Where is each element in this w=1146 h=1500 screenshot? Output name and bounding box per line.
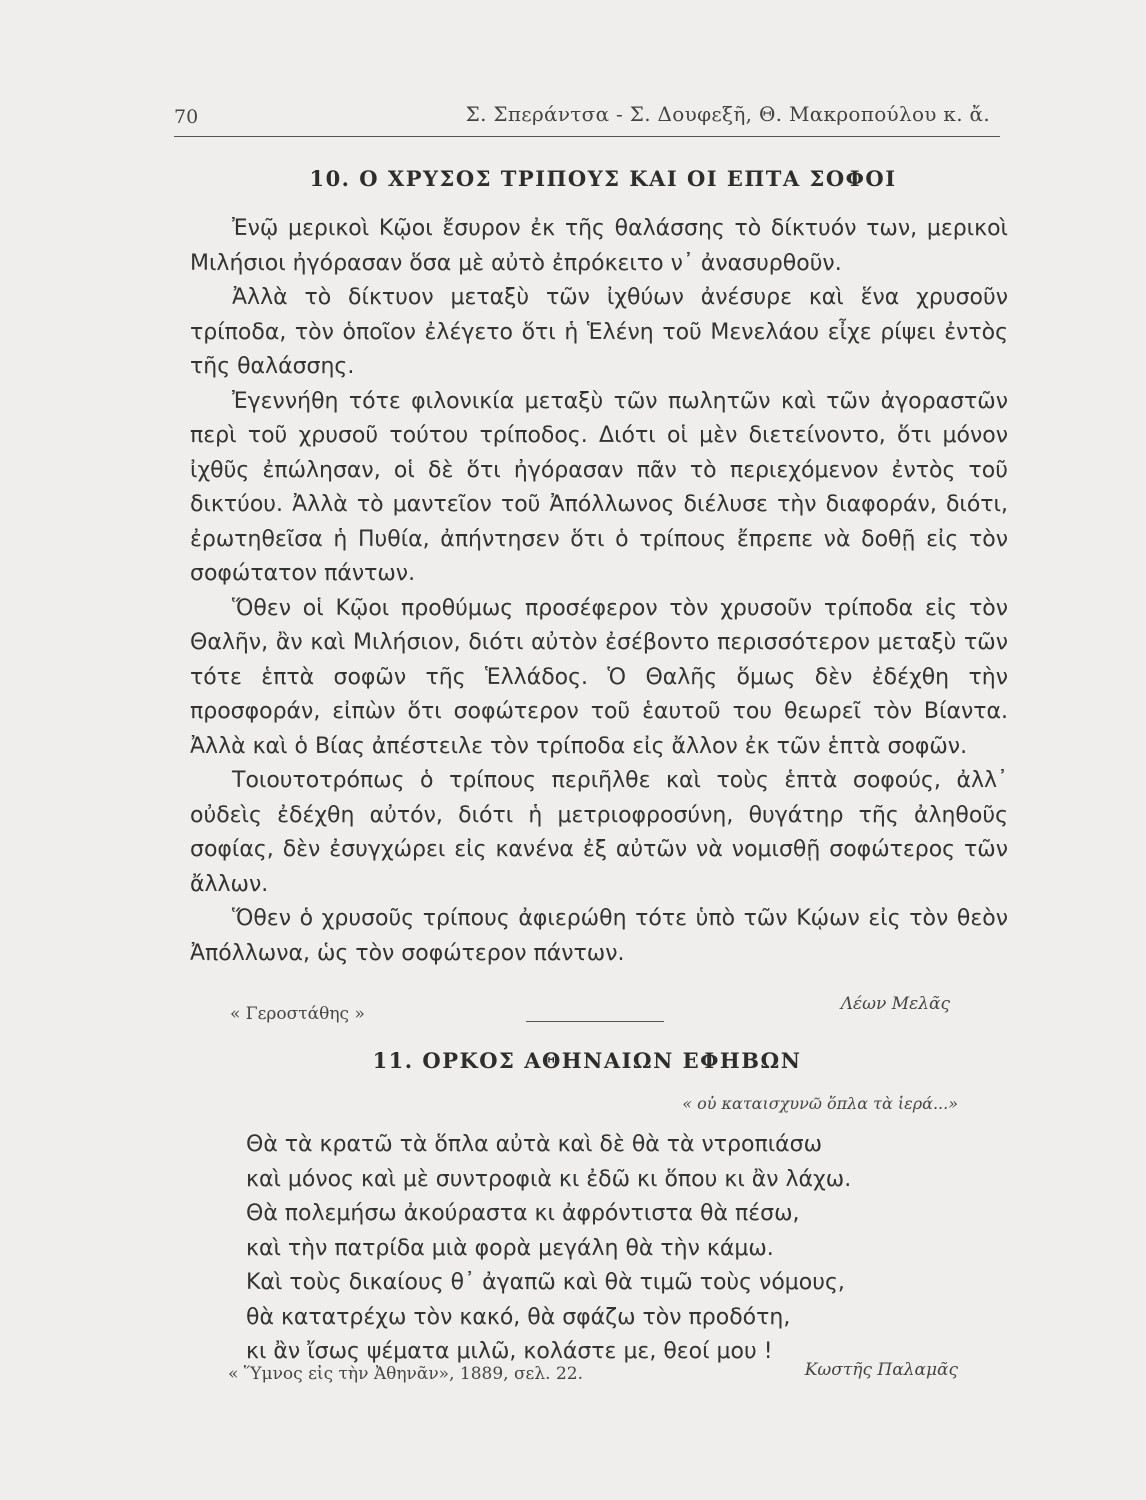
running-head: Σ. Σπεράντσα - Σ. Δουφεξῆ, Θ. Μακροπούλου κ. ἄ. xyxy=(465,102,990,126)
verse-line: Θὰ τὰ κρατῶ τὰ ὅπλα αὐτὰ καὶ δὲ θὰ τὰ ντροπιάσω xyxy=(246,1132,823,1157)
poem xyxy=(246,1128,986,1370)
paragraph: Ἐνῷ μερικοὶ Κῷοι ἔσυρον ἐκ τῆς θαλάσσης τὸ δίκτυόν των, μερικοὶ Μιλήσιοι ἠγόρασαν ὅσα μὲ αὐτὸ ἐπρόκειτο ν᾽ ἀνασυρθοῦν. xyxy=(190,216,1008,276)
story-text xyxy=(190,212,1008,971)
page-number: 70 xyxy=(174,106,199,128)
verse-line: κι ἂν ἴσως ψέματα μιλῶ, κολάστε με, θεοί μου ! xyxy=(246,1339,773,1364)
poem-source: « Ὕμνος εἰς τὴν Ἀθηνᾶν», 1889, σελ. 22. xyxy=(228,1364,583,1384)
source-citation: « Γεροστάθης » xyxy=(230,1004,365,1024)
section-title-10: 10. Ο ΧΡΥΣΟΣ ΤΡΙΠΟΥΣ ΚΑΙ ΟΙ ΕΠΤΑ ΣΟΦΟΙ xyxy=(309,166,897,191)
verse-line: Καὶ τοὺς δικαίους θ᾽ ἀγαπῶ καὶ θὰ τιμῶ τοὺς νόμους, xyxy=(246,1270,845,1295)
paragraph: Τοιουτοτρόπως ὁ τρίπους περιῆλθε καὶ τοὺς ἑπτὰ σοφούς, ἀλλ᾽ οὐδεὶς ἐδέχθη αὐτόν, διότι ἡ μετριοφροσύνη, θυγάτηρ τῆς ἀληθοῦς σοφίας, δὲν ἐσυγχώρει εἰς κανένα ἐξ αὐτῶν νὰ νομισθῇ σοφώτερος τῶν ἄλλων. xyxy=(190,768,1008,897)
verse-line: Θὰ πολεμήσω ἀκούραστα κι ἀφρόντιστα θὰ πέσω, xyxy=(246,1201,800,1226)
verse-line: καὶ μόνος καὶ μὲ συντροφιὰ κι ἐδῶ κι ὅπου κι ἂν λάχω. xyxy=(246,1166,852,1192)
verse-line: θὰ κατατρέχω τὸν κακό, θὰ σφάζω τὸν προδότη, xyxy=(246,1304,791,1330)
poem-author: Κωστῆς Παλαμᾶς xyxy=(804,1360,958,1380)
epigraph: « οὐ καταισχυνῶ ὅπλα τὰ ἱερά...» xyxy=(682,1094,958,1113)
paragraph: Ἀλλὰ τὸ δίκτυον μεταξὺ τῶν ἰχθύων ἀνέσυρε καὶ ἕνα χρυσοῦν τρίποδα, τὸν ὁποῖον ἐλέγετο ὅτι ἡ Ἑλένη τοῦ Μενελάου εἶχε ρίψει ἐντὸς τῆς θαλάσσης. xyxy=(190,285,1008,379)
verse-line: καὶ τὴν πατρίδα μιὰ φορὰ μεγάλη θὰ τὴν κάμω. xyxy=(246,1235,774,1261)
paragraph: Ὅθεν οἱ Κῷοι προθύμως προσέφερον τὸν χρυσοῦν τρίποδα εἰς τὸν Θαλῆν, ἂν καὶ Μιλήσιον, διότι αὐτὸν ἐσέβοντο περισσότερον μεταξὺ τῶν τότε ἑπτὰ σοφῶν τῆς Ἑλλάδος. Ὁ Θαλῆς ὅμως δὲν ἐδέχθη τὴν προσφοράν, εἰπὼν ὅτι σοφώτερον τοῦ ἑαυτοῦ του θεωρεῖ τὸν Βίαντα. Ἀλλὰ καὶ ὁ Βίας ἀπέστειλε τὸν τρίποδα εἰς ἄλλον ἐκ τῶν ἑπτὰ σοφῶν. xyxy=(190,595,1008,759)
section-title-11: 11. ΟΡΚΟΣ ΑΘΗΝΑΙΩΝ ΕΦΗΒΩΝ xyxy=(372,1048,802,1073)
author-signature: Λέων Μελᾶς xyxy=(840,994,950,1014)
page-header xyxy=(174,96,1000,137)
paragraph: Ὅθεν ὁ χρυσοῦς τρίπους ἀφιερώθη τότε ὑπὸ τῶν Κῴων εἰς τὸν θεὸν Ἀπόλλωνα, ὡς τὸν σοφώτερον πάντων. xyxy=(190,906,1008,966)
paragraph: Ἐγεννήθη τότε φιλονικία μεταξὺ τῶν πωλητῶν καὶ τῶν ἀγοραστῶν περὶ τοῦ χρυσοῦ τούτου τρίποδος. Διότι οἱ μὲν διετείνοντο, ὅτι μόνον ἰχθῦς ἐπώλησαν, οἱ δὲ ὅτι ἠγόρασαν πᾶν τὸ περιεχόμενον ἐντὸς τοῦ δικτύου. Ἀλλὰ τὸ μαντεῖον τοῦ Ἀπόλλωνος διέλυσε τὴν διαφοράν, διότι, ἐρωτηθεῖσα ἡ Πυθία, ἀπήντησεν ὅτι ὁ τρίπους ἔπρεπε νὰ δοθῇ εἰς τὸν σοφώτατον πάντων. xyxy=(190,388,1008,586)
section-divider xyxy=(526,1021,664,1022)
